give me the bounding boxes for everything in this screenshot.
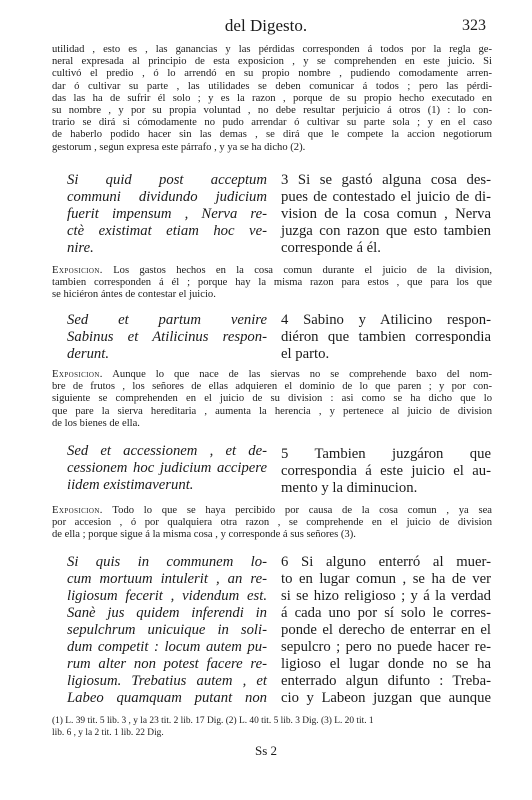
spanish-text [281,172,491,257]
intro-line: neral expresada al principio de esta exposicion , y se comprehenden en este juicio. Si [52,56,492,68]
spanish-line: 3 Si se gastó alguna cosa des- [281,172,491,188]
spanish-line: vision de la cosa comun , Nerva [281,206,491,222]
exposicion-line: siguiente se comprehenden en el juicio de su division : asi como se ha dicho que lo [52,393,492,405]
page-number: 323 [462,17,486,34]
spanish-line: to en lugar comun , se ha de ver [281,571,491,587]
latin-text [67,172,267,257]
latin-line: Sed et partum venire [67,312,267,328]
latin-line: fuerit impensum , Nerva re- [67,206,267,222]
footnote-line: (1) L. 39 tit. 5 lib. 3 , y la 23 tit. 2 lib. 17 Dig. (2) L. 40 tit. 5 lib. 3 Dig. (3) L. 20 tit. 1 [52,716,374,726]
latin-text [67,554,267,707]
spanish-line: correspondia á este juicio el au- [281,463,491,479]
spanish-line: 4 Sabino y Atilicino respon- [281,312,491,328]
footnotes [52,715,492,739]
spanish-line: cio y Labeon juzgan que aunque [281,690,491,706]
exposicion-label: Exposicion. [52,505,103,516]
spanish-text [281,312,491,363]
latin-line: nire. [67,240,94,256]
header-title: del Digesto. [224,16,308,35]
intro-line: su nombre , y por su propia voluntad , no debe resultar perjuicio á otros (1) : lo con- [52,105,492,117]
latin-line: Labeo quamquam putant non [67,690,267,706]
spanish-line: el parto. [281,346,330,362]
spanish-line: ligioso el lugar donde no se ha [281,656,491,672]
spanish-text [281,554,491,707]
latin-line: rum alter non potest facere re- [67,656,267,672]
intro-line: de haberlo podido hacer sin las demas , se dirá que le compete la accion negotiorum [52,129,492,141]
exposicion-line: de los bienes de ella. [52,417,140,429]
spanish-line: á cada uno por sí solo le corres- [281,605,491,621]
spanish-line: 6 Si alguno enterró al muer- [281,554,491,570]
latin-line: ctè existimat etiam hoc ve- [67,223,267,239]
exposicion-line: por accesion , ó por qualquiera otra razon , se comprehende en el juicio de division [52,517,492,529]
spanish-line: corresponde á él. [281,240,381,256]
latin-line: Sed et accessionem , et de- [67,443,267,459]
exposicion-label: Exposicion. [52,369,103,380]
intro-line: cultivó el predio , ó lo arrendó en su propio nombre , pudiendo comodamente arren- [52,68,492,80]
exposicion-line: que pare la sierva hereditaria , aumenta la herencia , y pertenece al juicio de division [52,405,492,417]
intro-line: das las ha de sufrir él solo ; y es la razon , porque de su propio hecho executado en [52,92,492,104]
footnote-line: lib. 6 , y la 2 tit. 1 lib. 22 Dig. [52,728,164,738]
intro-commentary [52,44,492,154]
exposicion-line: Los gastos hechos en la cosa comun durante el juicio de la division, [113,265,493,276]
latin-line: communi dividundo judicium [67,189,267,205]
exposicion [52,265,492,302]
spanish-line: enterrado algun difunto : Treba- [281,673,491,689]
spanish-line: juzga con razon que esto tambien [281,223,491,239]
exposicion-line: se hiciéron ántes de contestar el juicio. [52,289,216,301]
exposicion-line: Todo lo que se haya percibido por causa de la cosa comun , ya sea [112,505,492,516]
latin-line: derunt. [67,346,110,362]
latin-line: ligiosum. Trebatius autem , et [67,673,267,689]
latin-line: dum competit : locum autem pu- [67,639,267,655]
exposicion-line: de ella ; porque sigue á la misma cosa , y corresponde á sus señores (3). [52,529,356,541]
intro-line: utilidad , esto es , las ganancias y las pérdidas corresponden á todos por la regla ge- [52,44,492,55]
latin-text [67,312,267,363]
spanish-line: 5 Tambien juzgáron que [281,446,491,462]
latin-line: cessionem hoc judicium accipere [67,460,267,476]
spanish-line: pues de contestado el juicio de di- [281,189,491,205]
spanish-line: sepulcro ; pero no puede hacer re- [281,639,491,655]
exposicion [52,505,492,542]
exposicion-label: Exposicion. [52,265,103,276]
latin-line: Si quid post acceptum [67,172,267,188]
spanish-line: diéron que tambien correspondia [281,329,491,345]
latin-line: Sabinus et Atilicinus respon- [67,329,267,345]
intro-line: gestorum , segun expresa este párrafo , y ya se ha dicho (2). [52,141,306,153]
latin-line: iidem existimaverunt. [67,477,194,493]
spanish-line: si se hizo religioso ; y á la verdad [281,588,491,604]
exposicion-line: tambien corresponden á él ; porque hay la misma razon para estos , que para los que [52,277,492,289]
latin-line: cum mortuum intulerit , an re- [67,571,267,587]
latin-line: ligiosum fecerit , videndum est. [67,588,267,604]
intro-line: dar ó cultivar su parte , las utilidades se deben comunicar á todos ; pero las pérdi- [52,80,492,92]
latin-line: Si quis in communem lo- [67,554,267,570]
latin-text [67,443,267,494]
exposicion-line: Aunque lo que nace de las siervas no se comprehende baxo del nom- [112,369,492,380]
exposicion [52,369,492,430]
spanish-line: ponde el derecho de enterrar en el [281,622,491,638]
latin-line: Sanè jus quidem inferendi in [67,605,267,621]
latin-line: sepulchrum unicuique in soli- [67,622,267,638]
intro-line: trario se dirá si cómodamente no pudo arrendar ó cultivar su parte sola ; y en el caso [52,117,492,129]
exposicion-line: bre de frutos , los señores de ellas adquieren el dominio de lo que paren ; y por con- [52,381,492,393]
spanish-text [281,446,491,497]
signature-mark: Ss 2 [254,743,278,758]
spanish-line: mento y la diminucion. [281,480,418,496]
